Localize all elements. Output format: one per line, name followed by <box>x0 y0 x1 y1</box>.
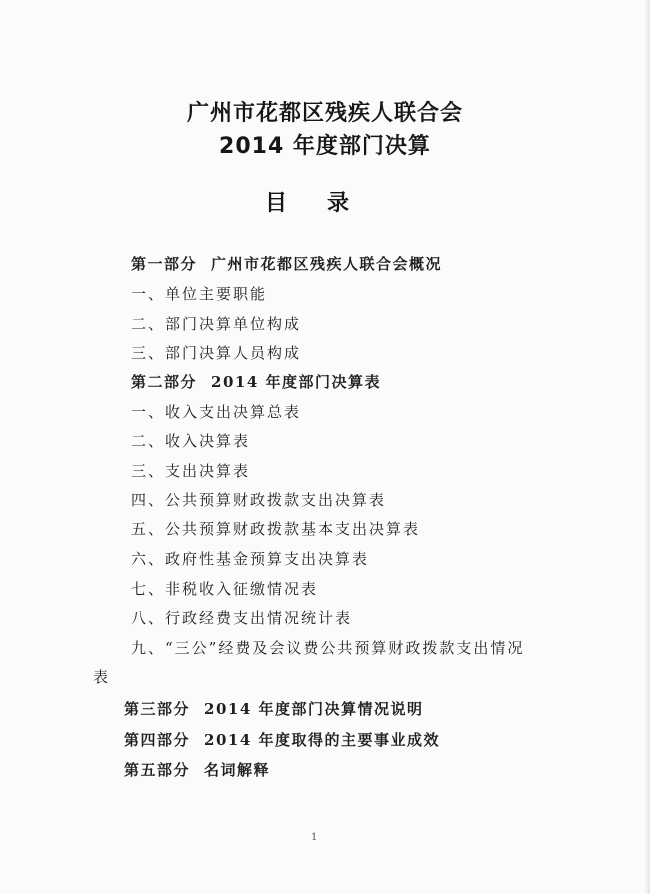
toc-item: 二、收入决算表 <box>131 432 251 450</box>
toc-item: 四、公共预算财政拨款支出决算表 <box>131 491 387 509</box>
toc-part-1 <box>131 253 442 274</box>
toc-part-text: 2014 年度取得的主要事业成效 <box>204 731 440 749</box>
toc-item: 六、政府性基金预算支出决算表 <box>131 550 370 568</box>
toc-part-label: 第二部分 <box>131 373 198 391</box>
toc-item: 七、非税收入征缴情况表 <box>131 580 319 598</box>
document-title-line2: 2014 年度部门决算 <box>219 134 431 159</box>
toc-item: 八、行政经费支出情况统计表 <box>131 609 353 627</box>
toc-item: 五、公共预算财政拨款基本支出决算表 <box>131 520 421 538</box>
toc-heading-char1: 目 <box>265 191 288 216</box>
toc-item: 一、收入支出决算总表 <box>131 403 302 421</box>
toc-item: 三、部门决算人员构成 <box>131 344 302 362</box>
toc-item: 二、部门决算单位构成 <box>131 315 302 333</box>
toc-item-wrap: 表 <box>93 668 111 686</box>
toc-part-3 <box>124 698 424 719</box>
toc-item: 一、单位主要职能 <box>131 285 268 303</box>
page-number: 1 <box>311 832 318 843</box>
toc-heading-char2: 录 <box>327 191 350 216</box>
toc-part-text: 名词解释 <box>204 761 271 779</box>
toc-part-4 <box>124 729 440 750</box>
toc-part-text: 2014 年度部门决算表 <box>211 373 381 391</box>
toc-part-2 <box>131 371 381 392</box>
toc-part-text: 广州市花都区残疾人联合会概况 <box>211 255 443 273</box>
toc-part-label: 第五部分 <box>124 761 191 779</box>
toc-item: 九、“三公”经费及会议费公共预算财政拨款支出情况 <box>131 639 525 657</box>
toc-part-text: 2014 年度部门决算情况说明 <box>204 700 424 718</box>
toc-item: 三、支出决算表 <box>131 462 251 480</box>
toc-part-label: 第一部分 <box>131 255 198 273</box>
toc-part-5 <box>124 759 270 780</box>
toc-heading <box>265 186 349 217</box>
toc-part-label: 第三部分 <box>124 700 191 718</box>
document-title-line1: 广州市花都区残疾人联合会 <box>186 101 463 126</box>
toc-part-label: 第四部分 <box>124 731 191 749</box>
